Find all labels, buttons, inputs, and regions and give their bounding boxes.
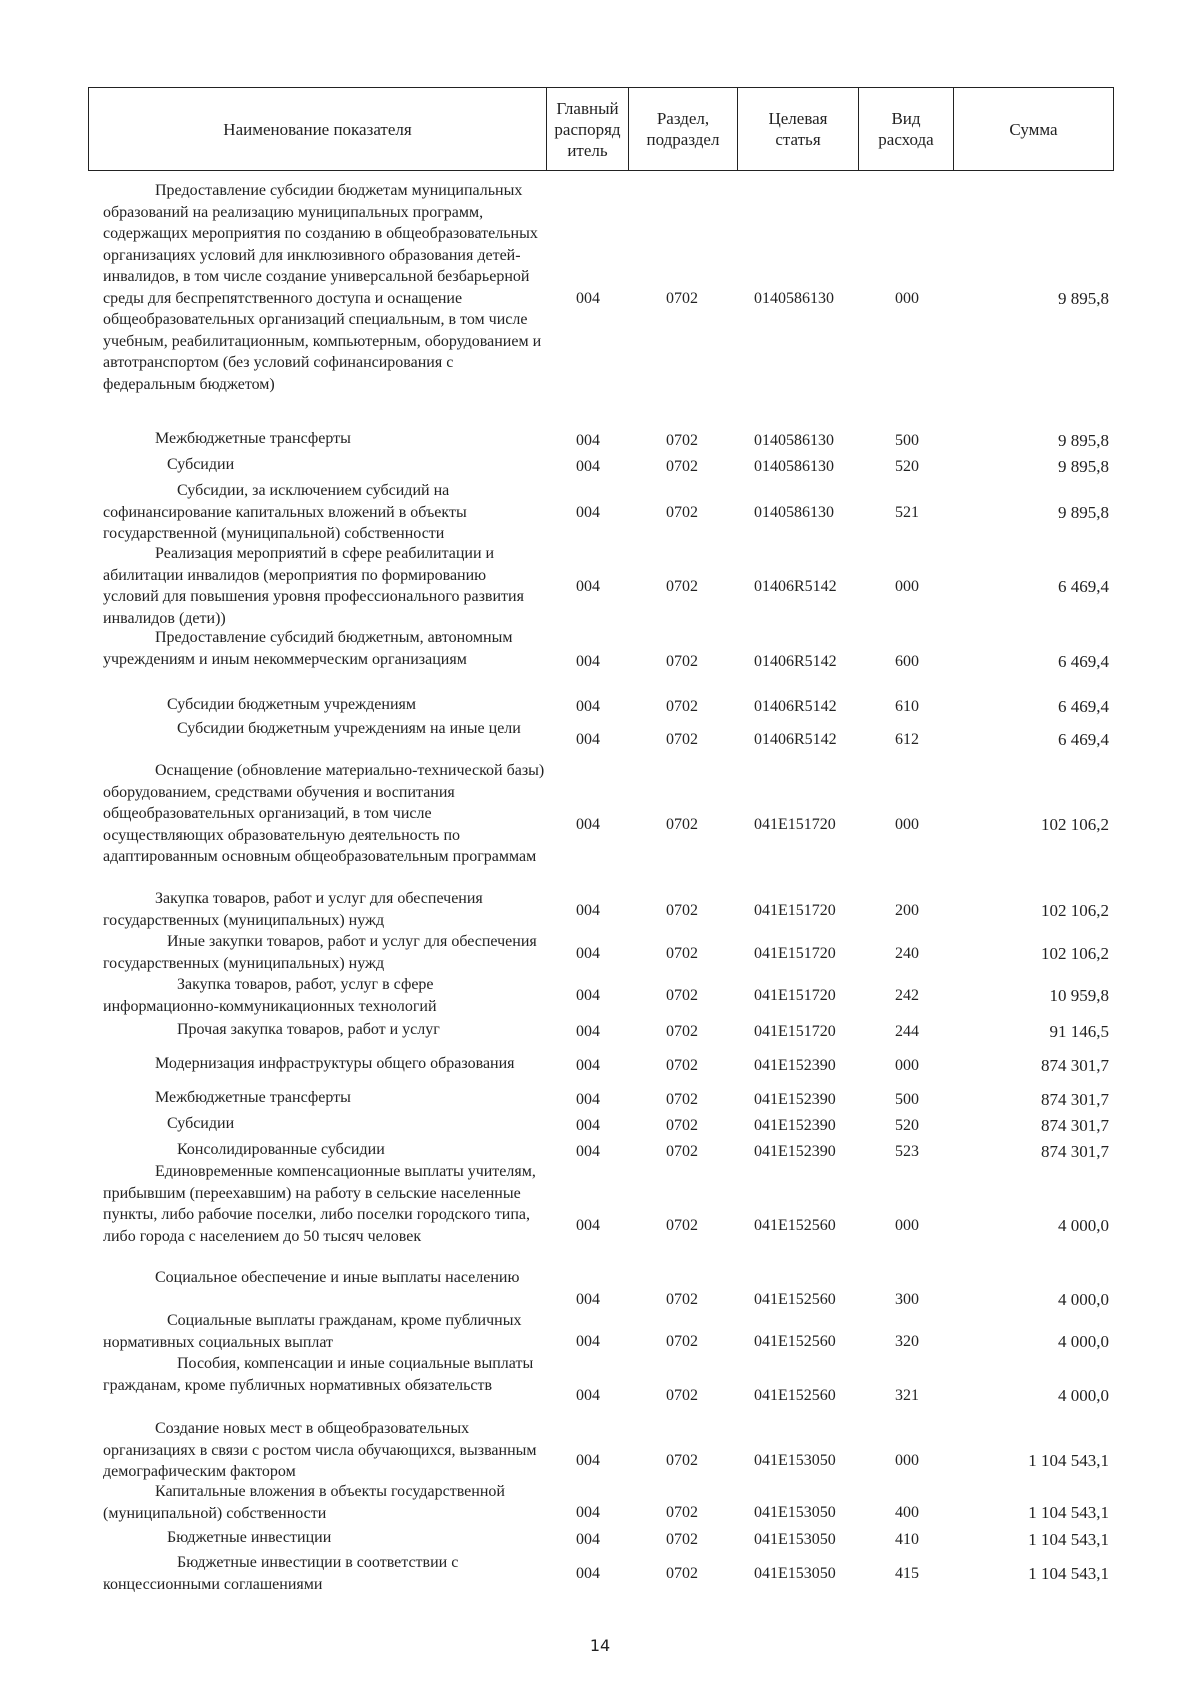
row-vid: 244 — [895, 1023, 919, 1040]
row-glav: 004 — [576, 902, 600, 919]
row-vid: 200 — [895, 902, 919, 919]
row-summa: 4 000,0 — [1058, 1290, 1109, 1309]
row-razdel: 0702 — [666, 1091, 698, 1108]
row-name: Социальные выплаты гражданам, кроме публичных нормативных социальных выплат — [103, 1312, 522, 1351]
row-razdel: 0702 — [666, 1023, 698, 1040]
row-summa: 102 106,2 — [1041, 901, 1109, 920]
row-name: Капитальные вложения в объекты государственной (муниципальной) собственности — [103, 1483, 505, 1522]
row-razdel: 0702 — [666, 504, 698, 521]
row-summa: 9 895,8 — [1058, 503, 1109, 522]
row-glav: 004 — [576, 987, 600, 1004]
row-name: Закупка товаров, работ и услуг для обеспечения государственных (муниципальных) нужд — [103, 890, 483, 929]
row-summa: 9 895,8 — [1058, 457, 1109, 476]
row-vid: 400 — [895, 1504, 919, 1521]
row-name: Реализация мероприятий в сфере реабилитации и абилитации инвалидов (мероприятия по формированию условий для повышения уровня профессионального развития инвалидов (дети)) — [103, 545, 524, 627]
row-vid: 240 — [895, 945, 919, 962]
row-glav: 004 — [576, 504, 600, 521]
row-celevaya: 0140586130 — [754, 504, 834, 521]
header-name — [89, 88, 547, 170]
row-celevaya: 041E153050 — [754, 1452, 836, 1469]
row-vid: 612 — [895, 731, 919, 748]
header-glav-line: Главный — [556, 98, 619, 118]
row-celevaya: 041E152390 — [754, 1091, 836, 1108]
row-celevaya: 0140586130 — [754, 458, 834, 475]
row-razdel: 0702 — [666, 1217, 698, 1234]
row-summa: 10 959,8 — [1049, 986, 1109, 1005]
header-name-text: Наименование показателя — [223, 119, 412, 139]
row-glav: 004 — [576, 816, 600, 833]
row-glav: 004 — [576, 290, 600, 307]
row-name: Субсидии бюджетным учреждениям — [167, 696, 416, 713]
row-celevaya: 041E153050 — [754, 1531, 836, 1548]
header-celevaya — [738, 88, 859, 170]
page-number: 14 — [589, 1636, 611, 1655]
row-name: Пособия, компенсации и иные социальные выплаты гражданам, кроме публичных нормативных обязательств — [103, 1355, 534, 1394]
row-glav: 004 — [576, 1091, 600, 1108]
row-razdel: 0702 — [666, 1531, 698, 1548]
row-vid: 000 — [895, 290, 919, 307]
row-name: Модернизация инфраструктуры общего образования — [155, 1055, 515, 1072]
row-name: Межбюджетные трансферты — [155, 1089, 351, 1106]
row-name: Предоставление субсидии бюджетам муниципальных образований на реализацию муниципальных программ, содержащих мероприятия по созданию в общеобразовательных организациях условий для инклюзивного образования детей-инвалидов, в том числе создание универсальной безбарьерной среды для беспрепятственного доступа и оснащение общеобразовательных организаций специальным, в том числе учебным, реабилитационным, компьютерным, оборудованием и автотранспортом (без условий софинансирования с федеральным бюджетом) — [103, 182, 542, 393]
row-razdel: 0702 — [666, 987, 698, 1004]
row-glav: 004 — [576, 1387, 600, 1404]
row-glav: 004 — [576, 1452, 600, 1469]
row-name: Закупка товаров, работ, услуг в сфере информационно-коммуникационных технологий — [103, 976, 437, 1015]
row-vid: 000 — [895, 1452, 919, 1469]
row-name: Прочая закупка товаров, работ и услуг — [177, 1021, 440, 1038]
row-vid: 321 — [895, 1387, 919, 1404]
row-razdel: 0702 — [666, 653, 698, 670]
row-summa: 91 146,5 — [1049, 1022, 1109, 1041]
row-vid: 000 — [895, 1057, 919, 1074]
row-razdel: 0702 — [666, 1291, 698, 1308]
row-vid: 242 — [895, 987, 919, 1004]
row-razdel: 0702 — [666, 731, 698, 748]
row-glav: 004 — [576, 1291, 600, 1308]
row-razdel: 0702 — [666, 458, 698, 475]
row-summa: 102 106,2 — [1041, 944, 1109, 963]
row-celevaya: 041E152390 — [754, 1117, 836, 1134]
row-razdel: 0702 — [666, 432, 698, 449]
row-razdel: 0702 — [666, 290, 698, 307]
row-name: Оснащение (обновление материально-технической базы) оборудованием, средствами обучения и воспитания общеобразовательных организаций, в том числе осуществляющих образовательную деятельность по адаптированным основным общеобразовательным программам — [103, 762, 545, 865]
row-vid: 000 — [895, 578, 919, 595]
row-summa: 6 469,4 — [1058, 652, 1109, 671]
row-glav: 004 — [576, 578, 600, 595]
row-razdel: 0702 — [666, 1117, 698, 1134]
row-glav: 004 — [576, 1143, 600, 1160]
row-name: Бюджетные инвестиции в соответствии с концессионными соглашениями — [103, 1554, 459, 1593]
row-razdel: 0702 — [666, 1333, 698, 1350]
row-name: Социальное обеспечение и иные выплаты населению — [155, 1269, 520, 1286]
row-glav: 004 — [576, 731, 600, 748]
row-vid: 600 — [895, 653, 919, 670]
row-razdel: 0702 — [666, 1504, 698, 1521]
row-summa: 4 000,0 — [1058, 1332, 1109, 1351]
row-razdel: 0702 — [666, 1452, 698, 1469]
row-name: Субсидии — [167, 456, 235, 473]
row-celevaya: 041E152560 — [754, 1387, 836, 1404]
row-summa: 874 301,7 — [1041, 1056, 1109, 1075]
row-celevaya: 041E153050 — [754, 1565, 836, 1582]
header-razdel-line: подраздел — [646, 130, 720, 149]
row-name: Субсидии — [167, 1115, 235, 1132]
row-summa: 874 301,7 — [1041, 1090, 1109, 1109]
row-summa: 9 895,8 — [1058, 289, 1109, 308]
header-vid — [859, 88, 954, 170]
row-celevaya: 041E151720 — [754, 945, 836, 962]
row-summa: 4 000,0 — [1058, 1216, 1109, 1235]
row-celevaya: 01406R5142 — [754, 698, 837, 715]
row-celevaya: 041E152560 — [754, 1291, 836, 1308]
row-summa: 1 104 543,1 — [1028, 1564, 1109, 1583]
row-name: Предоставление субсидий бюджетным, автономным учреждениям и иным некоммерческим организациям — [103, 629, 513, 668]
row-summa: 9 895,8 — [1058, 431, 1109, 450]
row-glav: 004 — [576, 458, 600, 475]
row-summa: 1 104 543,1 — [1028, 1503, 1109, 1522]
row-celevaya: 0140586130 — [754, 432, 834, 449]
row-razdel: 0702 — [666, 1565, 698, 1582]
row-celevaya: 041E152560 — [754, 1333, 836, 1350]
row-summa: 6 469,4 — [1058, 577, 1109, 596]
row-glav: 004 — [576, 1217, 600, 1234]
row-razdel: 0702 — [666, 1057, 698, 1074]
row-celevaya: 041E153050 — [754, 1504, 836, 1521]
header-summa — [954, 88, 1113, 170]
row-celevaya: 041E152390 — [754, 1143, 836, 1160]
row-celevaya: 041E151720 — [754, 987, 836, 1004]
header-celevaya-line: Целевая — [768, 109, 828, 128]
row-name: Субсидии, за исключением субсидий на софинансирование капитальных вложений в объекты государственной (муниципальной) собственности — [103, 482, 467, 542]
row-celevaya: 041E152390 — [754, 1057, 836, 1074]
header-glav-line: итель — [567, 140, 608, 160]
row-vid: 300 — [895, 1291, 919, 1308]
row-celevaya: 0140586130 — [754, 290, 834, 307]
header-razdel — [629, 88, 738, 170]
row-razdel: 0702 — [666, 902, 698, 919]
row-celevaya: 01406R5142 — [754, 578, 837, 595]
row-name: Единовременные компенсационные выплаты учителям, прибывшим (переехавшим) на работу в сельские населенные пункты, либо рабочие поселки, либо поселки городского типа, либо города с населением до 50 тысяч человек — [103, 1163, 536, 1245]
row-name: Иные закупки товаров, работ и услуг для обеспечения государственных (муниципальных) нужд — [103, 933, 537, 972]
row-summa: 4 000,0 — [1058, 1386, 1109, 1405]
row-summa: 874 301,7 — [1041, 1142, 1109, 1161]
header-glav-line: распоряд — [554, 119, 621, 139]
row-name: Бюджетные инвестиции — [167, 1529, 332, 1546]
row-summa: 102 106,2 — [1041, 815, 1109, 834]
row-vid: 410 — [895, 1531, 919, 1548]
row-celevaya: 041E151720 — [754, 816, 836, 833]
row-glav: 004 — [576, 1057, 600, 1074]
row-glav: 004 — [576, 653, 600, 670]
row-summa: 6 469,4 — [1058, 697, 1109, 716]
row-glav: 004 — [576, 1333, 600, 1350]
row-glav: 004 — [576, 1117, 600, 1134]
row-razdel: 0702 — [666, 1143, 698, 1160]
row-name: Создание новых мест в общеобразовательных организациях в связи с ростом числа обучающихся, вызванным демографическим фактором — [103, 1420, 537, 1480]
row-summa: 6 469,4 — [1058, 730, 1109, 749]
row-vid: 000 — [895, 816, 919, 833]
row-vid: 320 — [895, 1333, 919, 1350]
row-glav: 004 — [576, 1565, 600, 1582]
header-vid-line: расхода — [878, 130, 934, 149]
header-vid-line: Вид — [891, 109, 921, 128]
table-header — [88, 87, 1114, 171]
row-summa: 874 301,7 — [1041, 1116, 1109, 1135]
row-razdel: 0702 — [666, 578, 698, 595]
row-vid: 523 — [895, 1143, 919, 1160]
row-vid: 520 — [895, 458, 919, 475]
row-celevaya: 041E151720 — [754, 902, 836, 919]
header-summa-text: Сумма — [1009, 119, 1058, 139]
row-vid: 415 — [895, 1565, 919, 1582]
row-vid: 000 — [895, 1217, 919, 1234]
row-glav: 004 — [576, 432, 600, 449]
row-name: Субсидии бюджетным учреждениям на иные цели — [177, 720, 521, 737]
row-glav: 004 — [576, 698, 600, 715]
row-summa: 1 104 543,1 — [1028, 1530, 1109, 1549]
row-name: Межбюджетные трансферты — [155, 430, 351, 447]
row-summa: 1 104 543,1 — [1028, 1451, 1109, 1470]
row-celevaya: 041E151720 — [754, 1023, 836, 1040]
row-celevaya: 01406R5142 — [754, 653, 837, 670]
row-glav: 004 — [576, 1023, 600, 1040]
row-vid: 610 — [895, 698, 919, 715]
row-celevaya: 041E152560 — [754, 1217, 836, 1234]
row-glav: 004 — [576, 1504, 600, 1521]
row-vid: 500 — [895, 432, 919, 449]
row-vid: 521 — [895, 504, 919, 521]
row-name: Консолидированные субсидии — [177, 1141, 385, 1158]
row-razdel: 0702 — [666, 945, 698, 962]
row-vid: 500 — [895, 1091, 919, 1108]
row-celevaya: 01406R5142 — [754, 731, 837, 748]
row-razdel: 0702 — [666, 1387, 698, 1404]
row-vid: 520 — [895, 1117, 919, 1134]
header-celevaya-line: статья — [775, 130, 821, 149]
row-glav: 004 — [576, 1531, 600, 1548]
row-glav: 004 — [576, 945, 600, 962]
row-razdel: 0702 — [666, 698, 698, 715]
header-razdel-line: Раздел, — [656, 109, 710, 128]
row-razdel: 0702 — [666, 816, 698, 833]
header-glav — [547, 88, 629, 170]
